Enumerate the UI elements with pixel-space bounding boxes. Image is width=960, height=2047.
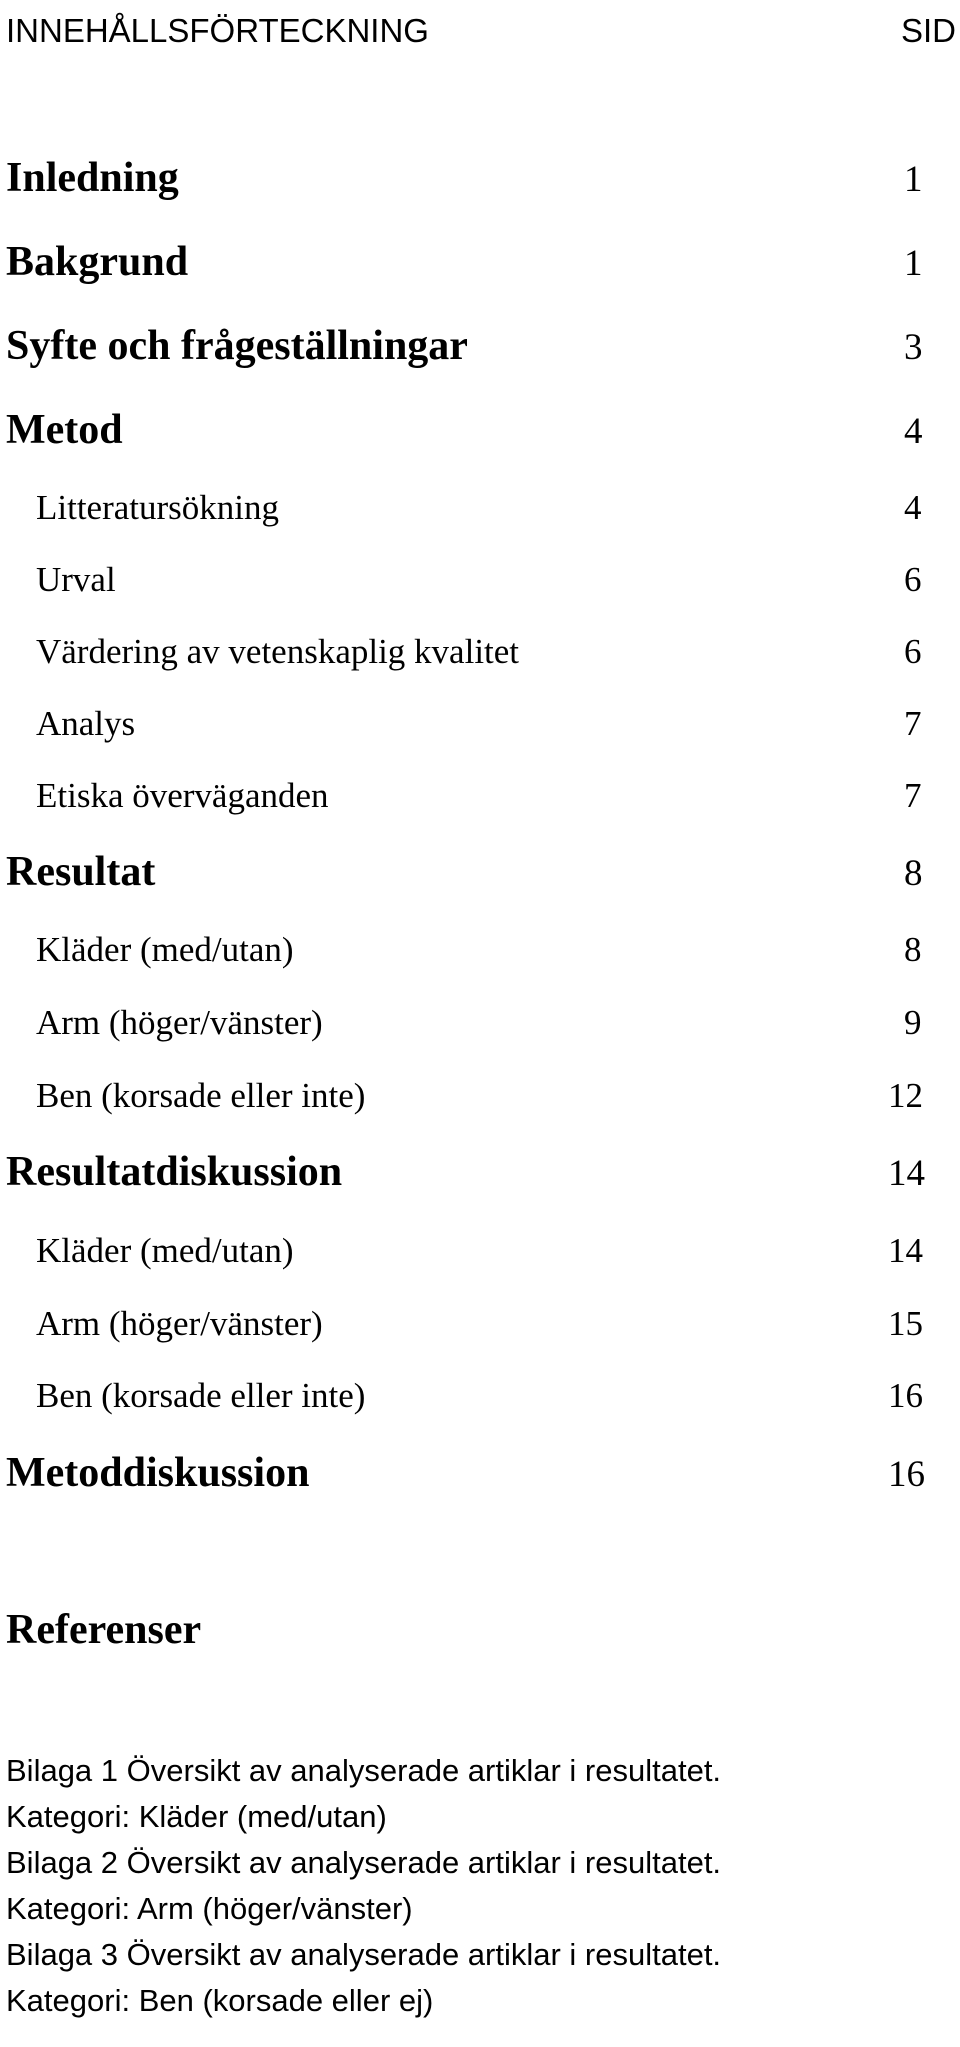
toc-entry-label: Kläder (med/utan) — [36, 1231, 294, 1270]
toc-entry-label: Arm (höger/vänster) — [36, 1304, 323, 1343]
toc-entry-label: Bakgrund — [6, 239, 189, 285]
toc-entry-page: 14 — [888, 1231, 923, 1270]
toc-entry-label: Urval — [36, 560, 116, 599]
toc-title: INNEHÅLLSFÖRTECKNING — [6, 12, 429, 49]
toc-entry-label: Litteratursökning — [36, 488, 280, 527]
toc-entry-page: 9 — [904, 1003, 922, 1042]
toc-entry-label: Kläder (med/utan) — [36, 930, 294, 969]
toc-entry-page: 1 — [904, 243, 923, 284]
appendix-line: Kategori: Arm (höger/vänster) — [6, 1891, 413, 1926]
toc-entry-page: 12 — [888, 1076, 923, 1115]
page-column-label: SID — [900, 12, 956, 49]
toc-entry-label: Värdering av vetenskaplig kvalitet — [36, 632, 520, 671]
appendix-line: Bilaga 3 Översikt av analyserade artiklar i resultatet. — [6, 1937, 722, 1972]
toc-entry-page: 6 — [904, 632, 922, 671]
toc-entry-page: 3 — [904, 327, 923, 368]
toc-entry-page: 7 — [904, 704, 922, 743]
appendix-line: Kategori: Ben (korsade eller ej) — [6, 1983, 434, 2018]
toc-entry-page: 8 — [904, 930, 922, 969]
toc-entry-page: 8 — [904, 853, 923, 894]
toc-entry-label: Metod — [6, 407, 123, 453]
toc-entry-label: Resultat — [6, 849, 156, 895]
appendix-list — [6, 1748, 956, 2024]
toc-entry-label: Syfte och frågeställningar — [6, 323, 468, 369]
appendix-line: Bilaga 1 Översikt av analyserade artiklar i resultatet. — [6, 1753, 722, 1788]
toc-entry-page: 7 — [904, 776, 922, 815]
toc-entry-page: 16 — [888, 1376, 923, 1415]
toc-entry-page: 4 — [904, 488, 922, 527]
toc-entry-label: Resultatdiskussion — [6, 1149, 343, 1195]
toc-entry-page: 15 — [888, 1304, 923, 1343]
appendix-line: Bilaga 2 Översikt av analyserade artiklar i resultatet. — [6, 1845, 722, 1880]
toc-entry-label: Ben (korsade eller inte) — [36, 1076, 366, 1115]
toc-entry-label: Inledning — [6, 155, 179, 201]
toc-entry-page: 4 — [904, 411, 923, 452]
toc-entry-page: 14 — [888, 1153, 925, 1194]
toc-entry-label: Ben (korsade eller inte) — [36, 1376, 366, 1415]
toc-entry-page: 16 — [888, 1454, 925, 1495]
toc-entry-page: 6 — [904, 560, 922, 599]
toc-entry-page: 1 — [904, 159, 923, 200]
toc-entry-label: Etiska överväganden — [36, 776, 329, 815]
toc-entry-label: Metoddiskussion — [6, 1450, 310, 1496]
toc-entry-label: Analys — [36, 704, 136, 743]
appendix-line: Kategori: Kläder (med/utan) — [6, 1799, 387, 1834]
toc-entry-label: Referenser — [6, 1607, 202, 1653]
toc-entry-label: Arm (höger/vänster) — [36, 1003, 323, 1042]
